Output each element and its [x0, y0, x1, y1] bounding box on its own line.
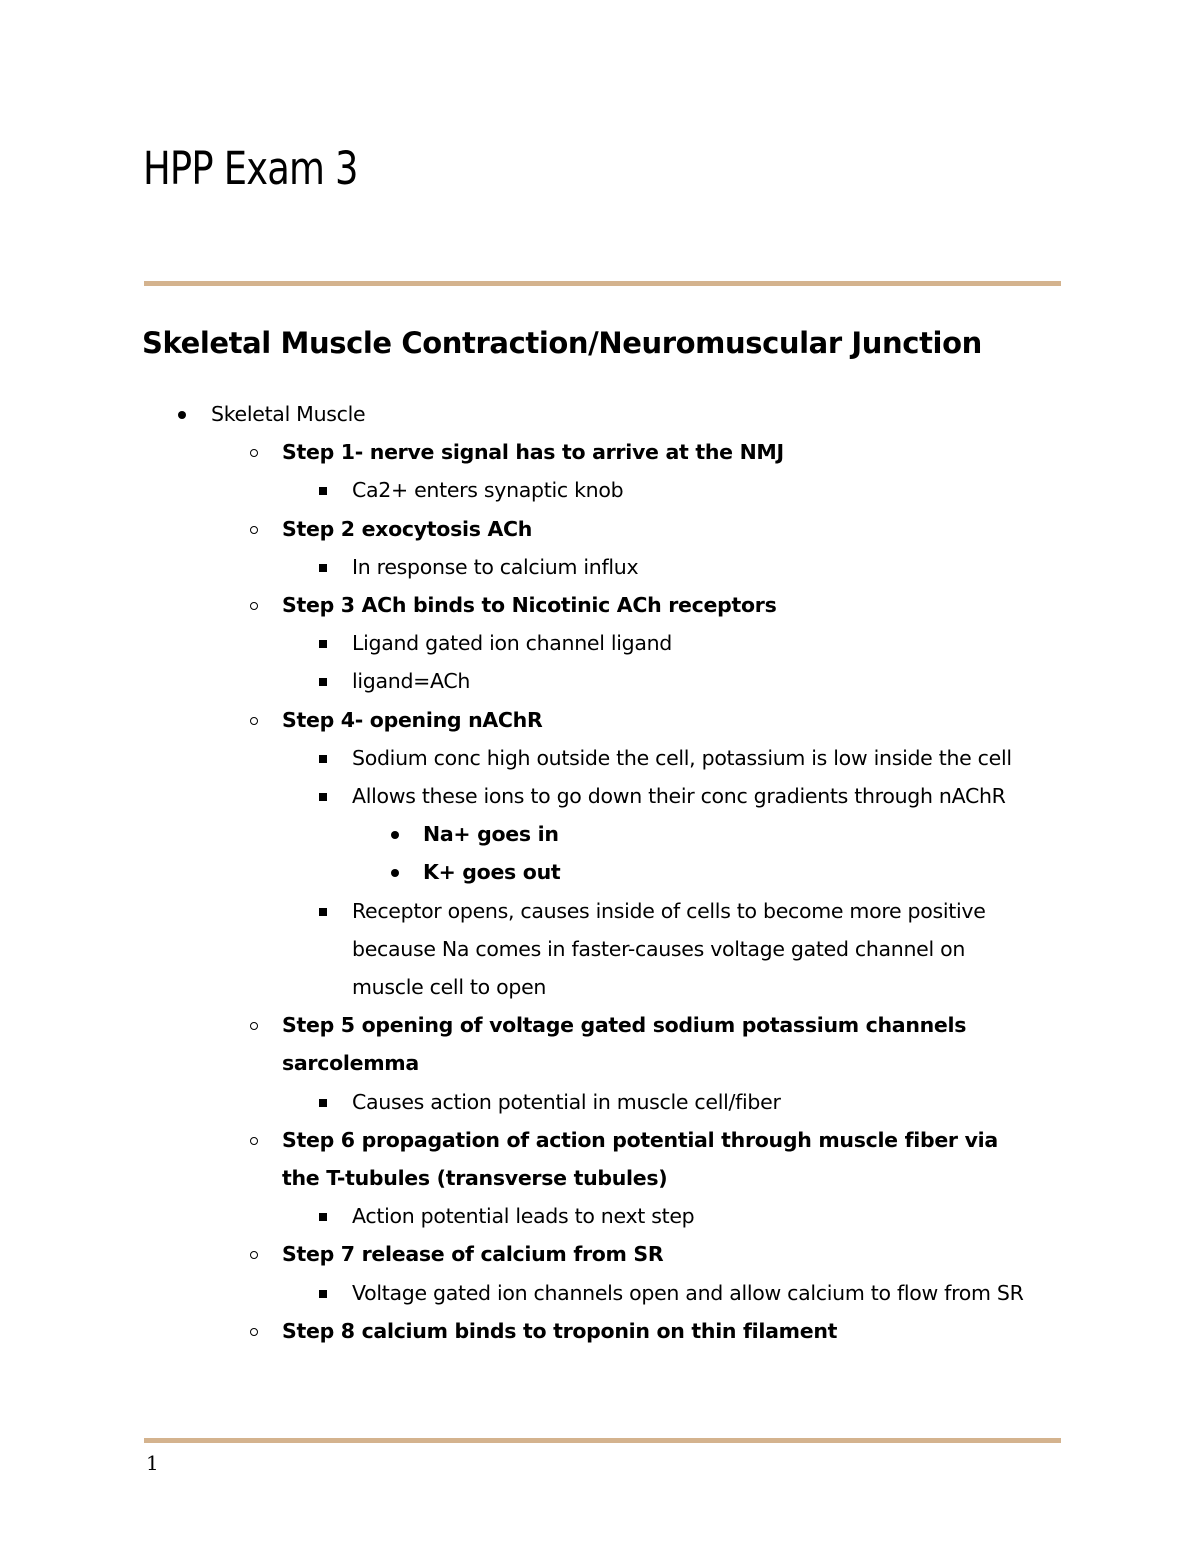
list-item	[0, 471, 1200, 509]
bullet-marker	[244, 586, 264, 624]
list-item-text: In response to calcium influx	[352, 554, 639, 579]
list-item-text: Causes action potential in muscle cell/fiber	[352, 1089, 781, 1114]
list-item-text: Step 2 exocytosis ACh	[282, 516, 533, 541]
bullet-marker	[313, 624, 333, 662]
list-item-text: Ca2+ enters synaptic knob	[352, 478, 624, 503]
page-number: 1	[146, 1451, 159, 1475]
list-item	[0, 1083, 1200, 1121]
list-item	[0, 662, 1200, 700]
bullet-marker	[313, 777, 333, 815]
bullet-marker	[313, 892, 333, 930]
bullet-square-icon	[319, 1213, 327, 1221]
list-item	[0, 548, 1200, 586]
footer-divider	[144, 1438, 1061, 1443]
bullet-ring-icon	[250, 1328, 258, 1336]
bullet-ring-icon	[250, 1022, 258, 1030]
section-heading: Skeletal Muscle Contraction/Neuromuscular Junction	[142, 326, 982, 360]
title-divider	[144, 281, 1061, 286]
bullet-marker	[172, 395, 192, 433]
bullet-marker	[385, 853, 405, 891]
list-item	[0, 1235, 1200, 1273]
bullet-square-icon	[319, 1099, 327, 1107]
list-item	[0, 586, 1200, 624]
bullet-marker	[313, 471, 333, 509]
bullet-marker	[244, 433, 264, 471]
bullet-dot-icon	[178, 411, 186, 419]
bullet-square-icon	[319, 1290, 327, 1298]
bullet-square-icon	[319, 793, 327, 801]
list-item	[0, 853, 1200, 891]
bullet-marker	[313, 548, 333, 586]
list-item	[0, 510, 1200, 548]
list-item-text: Step 7 release of calcium from SR	[282, 1242, 664, 1267]
bullet-marker	[244, 701, 264, 739]
list-item	[0, 1274, 1200, 1312]
list-item-text: Sodium conc high outside the cell, potassium is low inside the cell	[352, 745, 1012, 770]
bullet-ring-icon	[250, 1251, 258, 1259]
list-item-text: K+ goes out	[423, 860, 561, 885]
bullet-marker	[313, 1197, 333, 1235]
list-item-text: Skeletal Muscle	[211, 402, 366, 426]
list-item	[0, 777, 1200, 815]
bullet-dot-icon	[391, 869, 399, 877]
list-item-text: Receptor opens, causes inside of cells to become more positive because Na comes in faster-causes voltage gated channel on muscle cell to open	[352, 898, 986, 1000]
list-item-text: Step 4- opening nAChR	[282, 707, 543, 732]
list-item	[0, 1121, 1002, 1197]
bullet-marker	[244, 510, 264, 548]
list-item-text: Step 1- nerve signal has to arrive at the NMJ	[282, 440, 784, 465]
list-item	[0, 433, 1200, 471]
bullet-ring-icon	[250, 602, 258, 610]
list-item-text: Action potential leads to next step	[352, 1204, 695, 1229]
list-item	[0, 624, 1200, 662]
bullet-square-icon	[319, 564, 327, 572]
bullet-square-icon	[319, 487, 327, 495]
bullet-marker	[244, 1235, 264, 1273]
bullet-square-icon	[319, 678, 327, 686]
list-item-text: Step 3 ACh binds to Nicotinic ACh receptors	[282, 593, 777, 618]
bullet-marker	[313, 662, 333, 700]
bullet-marker	[313, 1083, 333, 1121]
document-title: HPP Exam 3	[143, 142, 358, 195]
list-item-text: Na+ goes in	[423, 822, 559, 847]
bullet-square-icon	[319, 908, 327, 916]
list-item	[0, 739, 1200, 777]
bullet-ring-icon	[250, 717, 258, 725]
bullet-ring-icon	[250, 1137, 258, 1145]
bullet-ring-icon	[250, 526, 258, 534]
list-item-text: Step 5 opening of voltage gated sodium potassium channels sarcolemma	[282, 1013, 967, 1076]
list-item	[0, 815, 1200, 853]
bullet-marker	[385, 815, 405, 853]
list-item	[0, 1006, 1002, 1082]
list-item-text: Allows these ions to go down their conc gradients through nAChR	[352, 784, 1006, 809]
bullet-marker	[244, 1312, 264, 1350]
bullet-square-icon	[319, 640, 327, 648]
list-item-text: Ligand gated ion channel ligand	[352, 631, 673, 656]
list-item	[0, 1312, 1200, 1350]
bullet-ring-icon	[250, 449, 258, 457]
list-item	[0, 395, 1200, 433]
bullet-marker	[244, 1006, 264, 1044]
list-item-text: Step 8 calcium binds to troponin on thin filament	[282, 1318, 838, 1343]
list-item-text: Voltage gated ion channels open and allow calcium to flow from SR	[352, 1280, 1024, 1305]
bullet-marker	[313, 739, 333, 777]
bullet-dot-icon	[391, 831, 399, 839]
bullet-square-icon	[319, 755, 327, 763]
bullet-marker	[313, 1274, 333, 1312]
list-item-text: Step 6 propagation of action potential through muscle fiber via the T-tubules (transverse tubules)	[282, 1127, 998, 1191]
list-item	[0, 892, 1042, 1007]
list-item	[0, 701, 1200, 739]
list-item-text: ligand=ACh	[352, 669, 471, 694]
bullet-marker	[244, 1121, 264, 1159]
bullet-outline	[0, 395, 1200, 1350]
list-item	[0, 1197, 1200, 1235]
